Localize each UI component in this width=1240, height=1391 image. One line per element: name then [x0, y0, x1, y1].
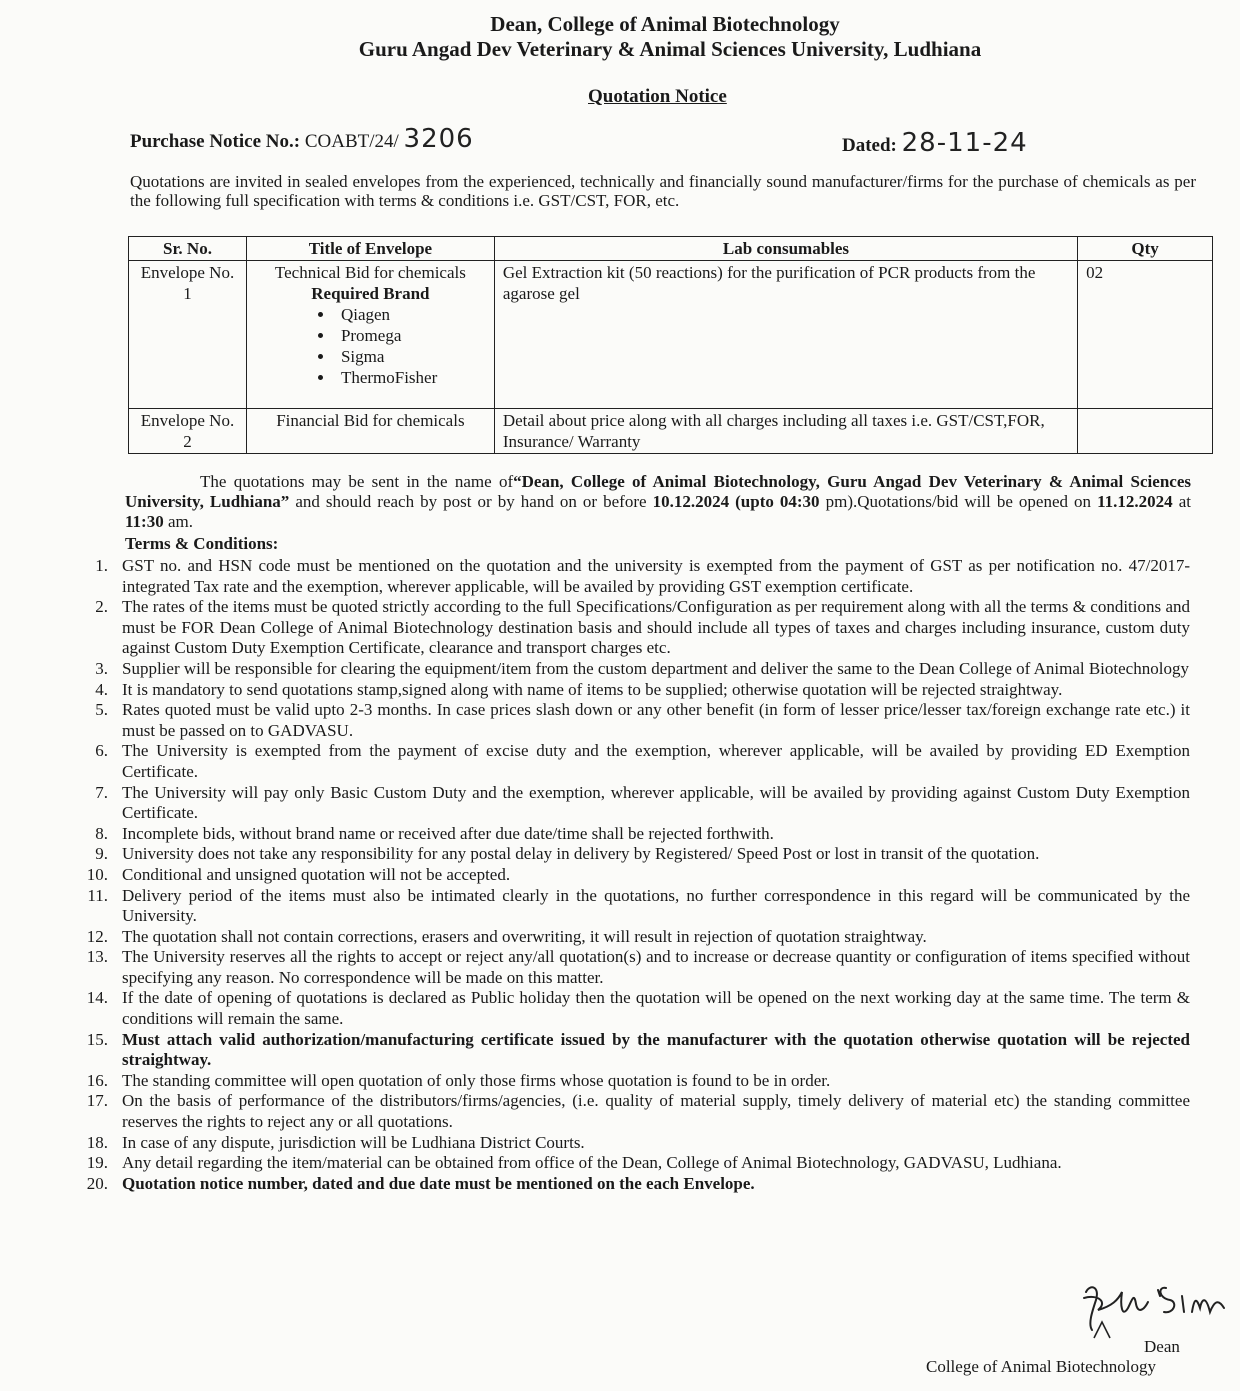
para-text: am. [163, 512, 194, 531]
purchase-notice-prefix: COABT/24/ [304, 131, 399, 152]
para-opening-date: 11.12.2024 [1097, 492, 1173, 511]
list-item [60, 597, 1190, 659]
list-item: • ThermoFisher [335, 367, 486, 388]
purchase-notice-no [130, 124, 474, 154]
term-text: In case of any dispute, jurisdiction will be Ludhiana District Courts. [122, 1132, 585, 1152]
term-number: 7. [95, 782, 108, 802]
term-text: The University is exempted from the payment of excise duty and the exemption, wherever applicable, will be availed by providing ED Exemption Certificate. [122, 741, 1190, 781]
purchase-notice-label: Purchase Notice No.: [130, 131, 301, 152]
signatory-title: Dean [1144, 1337, 1180, 1356]
header-line-2: Guru Angad Dev Veterinary & Animal Sciences University, Ludhiana [358, 37, 982, 61]
list-item: • Qiagen [335, 304, 486, 325]
term-text: Delivery period of the items must also be intimated clearly in the quotations, no further correspondence in this regard will be communicated by the University. [122, 885, 1190, 926]
list-item [60, 927, 1190, 948]
term-text: Quotation notice number, dated and due date must be mentioned on the each Envelope. [122, 1173, 755, 1193]
term-number: 12. [86, 926, 108, 946]
term-number: 6. [95, 741, 108, 761]
col-header-sr: Sr. No. [129, 237, 247, 261]
para-text: pm).Quotations/bid will be opened on [819, 492, 1098, 511]
term-text: Any detail regarding the item/material can be obtained from office of the Dean, College of Animal Biotechnology, GADVASU, Ludhiana. [122, 1153, 1062, 1173]
envelope-1-title-text: Technical Bid for chemicals [274, 263, 466, 282]
list-item: • Sigma [335, 346, 486, 367]
list-item [60, 947, 1190, 988]
term-number: 19. [86, 1153, 108, 1173]
list-item [60, 659, 1190, 680]
term-number: 13. [86, 947, 108, 967]
list-item: • Promega [335, 325, 486, 346]
dean-signature [1078, 1278, 1228, 1340]
term-number: 2. [95, 597, 108, 617]
term-text: The University will pay only Basic Custom Duty and the exemption, wherever applicable, will be availed by providing against Custom Duty Exemption Certificate. [122, 782, 1190, 823]
list-item [60, 556, 1190, 597]
term-text: It is mandatory to send quotations stamp,signed along with name of items to be supplied; otherwise quotation will be rejected straightway. [122, 679, 1063, 699]
envelope-1-consumable: Gel Extraction kit (50 reactions) for the purification of PCR products from the agarose gel [494, 261, 1077, 409]
term-text: GST no. and HSN code must be mentioned on the quotation and the university is exempted from the payment of GST as per notification no. 47/2017-integrated Tax rate and the exemption, wherever applicable, will be availed by providing GST exemption certificate. [122, 556, 1190, 596]
term-number: 20. [86, 1173, 108, 1193]
list-item [60, 741, 1190, 782]
para-opening-time: 11:30 [125, 512, 164, 531]
envelope-2-sr: Envelope No. 2 [129, 409, 247, 454]
terms-list [60, 556, 1190, 1194]
term-text: Must attach valid authorization/manufacturing certificate issued by the manufacturer with the quotation otherwise quotation will be rejected straightway. [122, 1029, 1190, 1070]
list-item [60, 844, 1190, 865]
envelope-2-title: Financial Bid for chemicals [246, 409, 494, 454]
term-text: On the basis of performance of the distributors/firms/agencies, (i.e. quality of material supply, timely delivery of material etc) the standing committee reserves the rights to reject any or all quotations. [122, 1091, 1190, 1132]
term-number: 4. [95, 679, 108, 699]
term-number: 8. [95, 823, 108, 843]
col-header-qty: Qty [1078, 237, 1213, 261]
para-text: The quotations may be sent in the name of [200, 472, 514, 491]
term-text: The rates of the items must be quoted strictly according to the full Specifications/Configuration as per requirement along with all the terms & conditions and must be FOR Dean College of Animal Biotechnology destination basis and should include all types of taxes and charges including insurance, custom duty against Custom Duty Exemption Certificate, clearance and transport charges etc. [122, 597, 1190, 658]
list-item [60, 1153, 1190, 1174]
envelope-2-qty [1078, 409, 1213, 454]
table-row [129, 261, 1213, 409]
table-row [129, 409, 1213, 454]
term-number: 18. [86, 1132, 108, 1152]
intro-paragraph: Quotations are invited in sealed envelopes from the experienced, technically and financially sound manufacturer/firms for the purchase of chemicals as per the following full specification with terms & conditions i.e. GST/CST, FOR, etc. [130, 172, 1196, 210]
envelope-table [128, 236, 1213, 454]
term-number: 17. [86, 1091, 108, 1111]
list-item [60, 1030, 1190, 1071]
col-header-title: Title of Envelope [246, 237, 494, 261]
table-header-row [129, 237, 1213, 261]
envelope-2-consumable: Detail about price along with all charges including all taxes i.e. GST/CST,FOR, Insurance/ Warranty [494, 409, 1077, 454]
term-text: The standing committee will open quotation of only those firms whose quotation is found to be in order. [122, 1070, 831, 1090]
col-header-consumables: Lab consumables [494, 237, 1077, 261]
term-number: 10. [86, 864, 108, 884]
term-text: University does not take any responsibility for any postal delay in delivery by Registered/ Speed Post or lost in transit of the quotation. [122, 844, 1040, 864]
list-item [60, 988, 1190, 1029]
para-due-date: 10.12.2024 (upto 04:30 [652, 492, 820, 511]
term-text: Rates quoted must be valid upto 2-3 months. In case prices slash down or any other benefit (in form of lesser price/lesser tax/foreign exchange rate etc.) it must be passed on to GADVASU. [122, 700, 1190, 740]
term-text: Conditional and unsigned quotation will not be accepted. [122, 864, 511, 884]
para-text: at [1172, 492, 1191, 511]
term-number: 11. [87, 885, 108, 905]
list-item [60, 886, 1190, 927]
para-text: and should reach by post or by hand on or before [289, 492, 653, 511]
term-text: Incomplete bids, without brand name or received after due date/time shall be rejected forthwith. [122, 823, 774, 843]
term-text: The University reserves all the rights to accept or reject any/all quotation(s) and to increase or decrease quantity or configuration of items specified without specifying any reason. No correspondence will be made on this matter. [122, 947, 1190, 987]
brand-list [255, 304, 486, 388]
list-item [60, 700, 1190, 741]
purchase-notice-handwritten-number: 3206 [403, 124, 474, 154]
envelope-1-sr: Envelope No. 1 [129, 261, 247, 409]
header-line-1: Dean, College of Animal Biotechnology [490, 12, 840, 36]
terms-heading: Terms & Conditions: [125, 534, 279, 553]
term-text: Supplier will be responsible for clearing the equipment/item from the custom department and deliver the same to the Dean College of Animal Biotechnology [122, 658, 1189, 678]
term-number: 5. [95, 700, 108, 720]
list-item [60, 680, 1190, 701]
term-number: 9. [95, 844, 108, 864]
dated [842, 128, 1028, 158]
envelope-1-title [246, 261, 494, 409]
required-brand-heading: Required Brand [311, 284, 430, 303]
list-item [60, 783, 1190, 824]
term-number: 3. [95, 658, 108, 678]
list-item [60, 1133, 1190, 1154]
term-number: 16. [86, 1070, 108, 1090]
term-number: 14. [86, 988, 108, 1008]
list-item [60, 865, 1190, 886]
list-item [60, 1174, 1190, 1195]
list-item [60, 1071, 1190, 1092]
term-text: If the date of opening of quotations is declared as Public holiday then the quotation will be opened on the next working day at the same time. The term & conditions will remain the same. [122, 988, 1190, 1029]
list-item [60, 1091, 1190, 1132]
signatory-org: College of Animal Biotechnology [926, 1357, 1156, 1376]
term-number: 15. [86, 1029, 108, 1049]
para-addressee: “Dean, College of Animal Biotechnology, Guru Angad Dev Veterinary & Animal Sciences University, Ludhiana” [125, 472, 1191, 511]
list-item [60, 824, 1190, 845]
term-number: 1. [95, 556, 108, 575]
dated-label: Dated: [842, 135, 897, 156]
submission-paragraph [125, 472, 1191, 532]
envelope-1-qty: 02 [1078, 261, 1213, 409]
notice-title: Quotation Notice [588, 86, 727, 107]
dated-handwritten: 28-11-24 [901, 128, 1028, 158]
term-text: The quotation shall not contain corrections, erasers and overwriting, it will result in rejection of quotation straightway. [122, 926, 927, 946]
